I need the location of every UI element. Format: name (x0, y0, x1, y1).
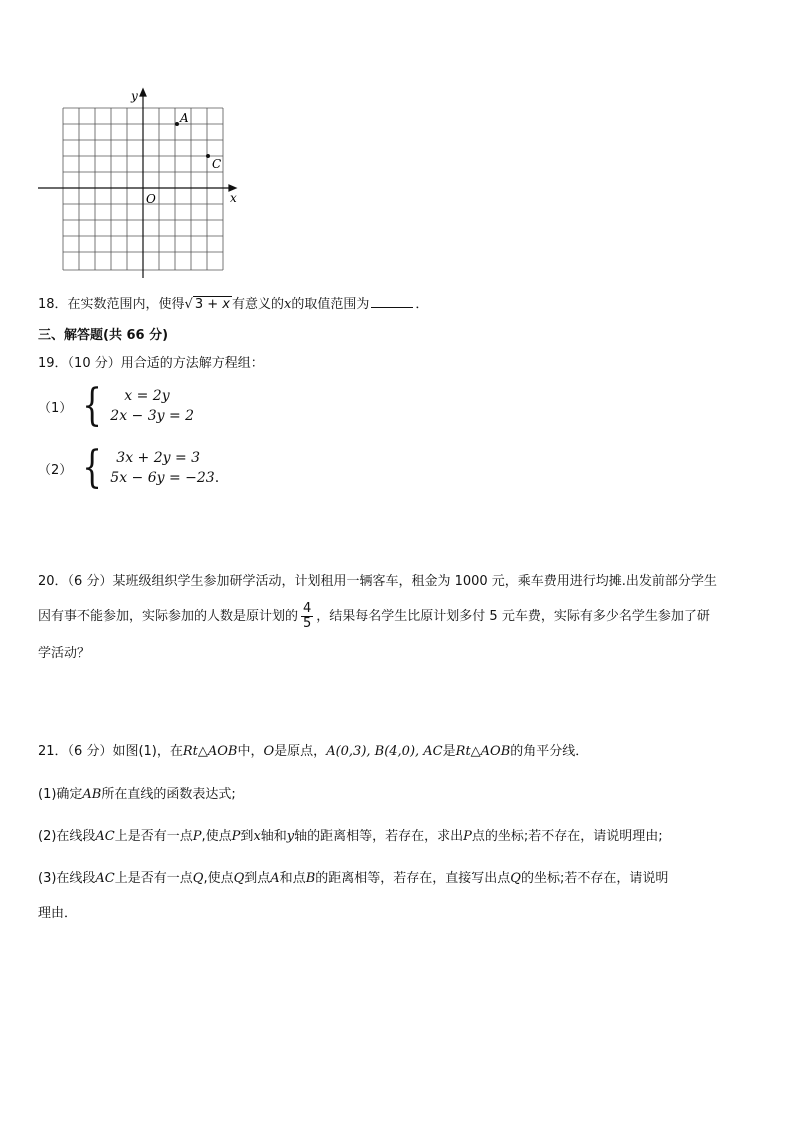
q19-part2-eq1: 3x + 2y = 3 (116, 450, 201, 466)
question-21-part1: (1)确定AB所在直线的函数表达式; (38, 787, 236, 802)
origin-label: O (146, 192, 156, 206)
question-21-part2: (2)在线段AC上是否有一点P,使点P到x轴和y轴的距离相等，若存在，求出P点的坐标;若不存在，请说明理由; (38, 829, 663, 844)
left-brace: { (82, 380, 103, 431)
question-21-part3: (3)在线段AC上是否有一点Q,使点Q到点A和点B的距离相等，若存在，直接写出点Q的坐标;若不存在，请说明 (38, 871, 669, 886)
left-brace: { (82, 442, 103, 493)
answer-blank (371, 306, 413, 308)
question-20-line1: 20．（6 分）某班级组织学生参加研学活动，计划租用一辆客车，租金为 1000 元，乘车费用进行均摊.出发前部分学生 (38, 574, 717, 589)
q19-part1-eq2: 2x − 3y = 2 (110, 408, 195, 424)
sqrt-expression: √ 3 + x (184, 297, 230, 312)
q19-part2: （2） { 3x + 2y = 3 5x − 6y = −23. (38, 442, 220, 493)
question-18: 18．在实数范围内，使得√ 3 + x 有意义的x的取值范围为 ． (38, 297, 429, 312)
section-3-title: 三、解答题(共 66 分) (38, 328, 169, 343)
coordinate-grid-figure (36, 86, 246, 282)
q19-part1-eq1: x = 2y (124, 388, 170, 404)
question-19-stem: 19．（10 分）用合适的方法解方程组： (38, 356, 264, 371)
y-axis-arrow (140, 89, 146, 96)
fraction-four-fifths: $\frac{4}{5}$ (303, 601, 312, 632)
question-20-line2: 因有事不能参加，实际参加的人数是原计划的 $\frac{4}{5}$ ，结果每名学生比原计划多付 5 元车费，实际有多少名学生参加了研 (38, 601, 710, 632)
point-c-label: C (212, 157, 222, 171)
point-a-label: A (180, 111, 189, 125)
question-21-part3-line2: 理由． (38, 906, 78, 921)
point-a (175, 122, 179, 126)
question-21-stem: 21．（6 分）如图(1)，在Rt△AOB中，O是原点，A(0,3), B(4,0), AC是Rt△AOB的角平分线． (38, 744, 589, 759)
question-20-line3: 学活动？ (38, 646, 91, 661)
y-axis-label: y (131, 89, 138, 103)
x-axis-label: x (230, 191, 237, 205)
coordinate-grid-svg (36, 86, 246, 282)
q19-part2-eq2: 5x − 6y = −23. (110, 470, 220, 486)
point-c (206, 154, 210, 158)
q19-part1: （1） { x = 2y 2x − 3y = 2 (38, 380, 195, 431)
